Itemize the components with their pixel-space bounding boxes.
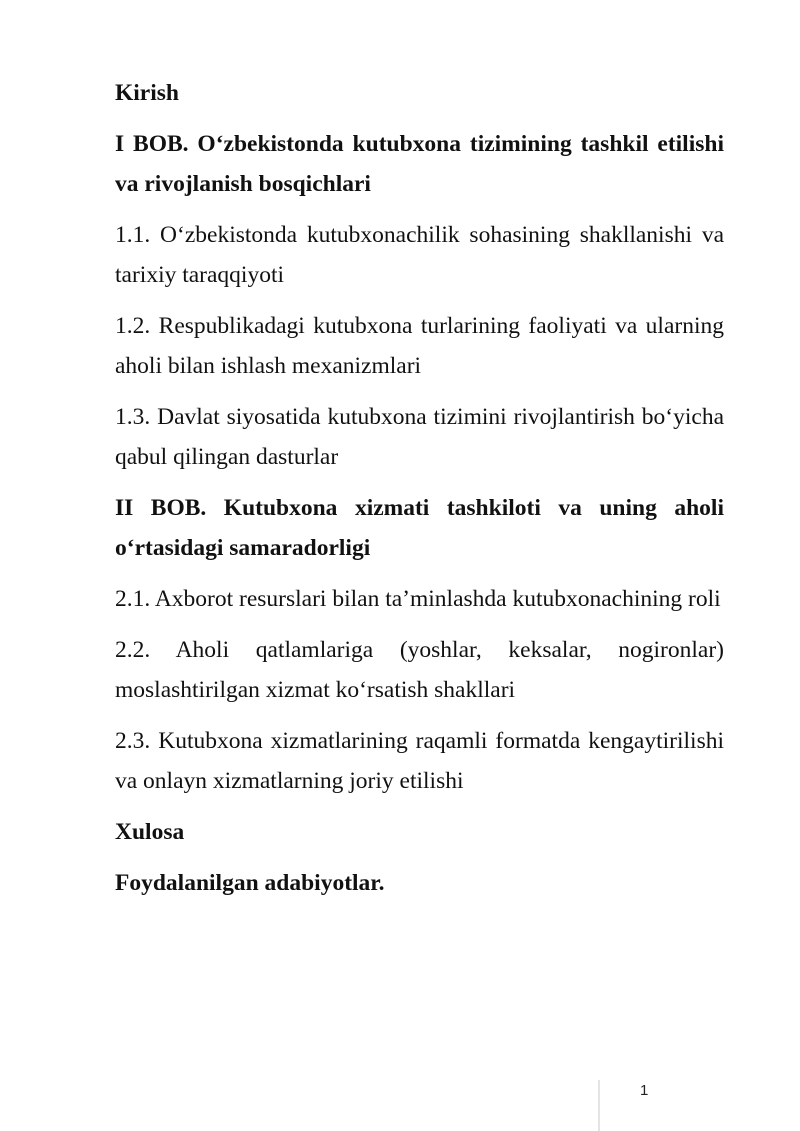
toc-entry-section-2-2: 2.2. Aholi qatlamlariga (yoshlar, keksalar, nogironlar) moslashtirilgan xizmat ko‘rsatish shakllari bbox=[115, 637, 724, 703]
page-number: 1 bbox=[640, 1082, 649, 1099]
table-of-contents bbox=[115, 73, 724, 914]
toc-entry-chapter-2: II BOB. Kutubxona xizmati tashkiloti va uning aholi o‘rtasidagi samaradorligi bbox=[115, 495, 724, 561]
toc-entry-references: Foydalanilgan adabiyotlar. bbox=[115, 870, 385, 896]
toc-entry-section-2-1: 2.1. Axborot resurslari bilan ta’minlashda kutubxonachining roli bbox=[115, 586, 721, 612]
toc-entry-introduction: Kirish bbox=[115, 80, 179, 106]
toc-entry-section-2-3: 2.3. Kutubxona xizmatlarining raqamli formatda kengaytirilishi va onlayn xizmatlarning joriy etilishi bbox=[115, 728, 724, 794]
page-edge-divider bbox=[598, 1080, 600, 1131]
toc-entry-conclusion: Xulosa bbox=[115, 819, 185, 845]
toc-entry-section-1-3: 1.3. Davlat siyosatida kutubxona tizimini rivojlantirish bo‘yicha qabul qilingan dasturlar bbox=[115, 404, 724, 470]
toc-entry-chapter-1: I BOB. O‘zbekistonda kutubxona tizimining tashkil etilishi va rivojlanish bosqichlari bbox=[115, 131, 724, 197]
toc-entry-section-1-2: 1.2. Respublikadagi kutubxona turlarining faoliyati va ularning aholi bilan ishlash mexanizmlari bbox=[115, 313, 724, 379]
toc-entry-section-1-1: 1.1. O‘zbekistonda kutubxonachilik sohasining shakllanishi va tarixiy taraqqiyoti bbox=[115, 222, 724, 288]
